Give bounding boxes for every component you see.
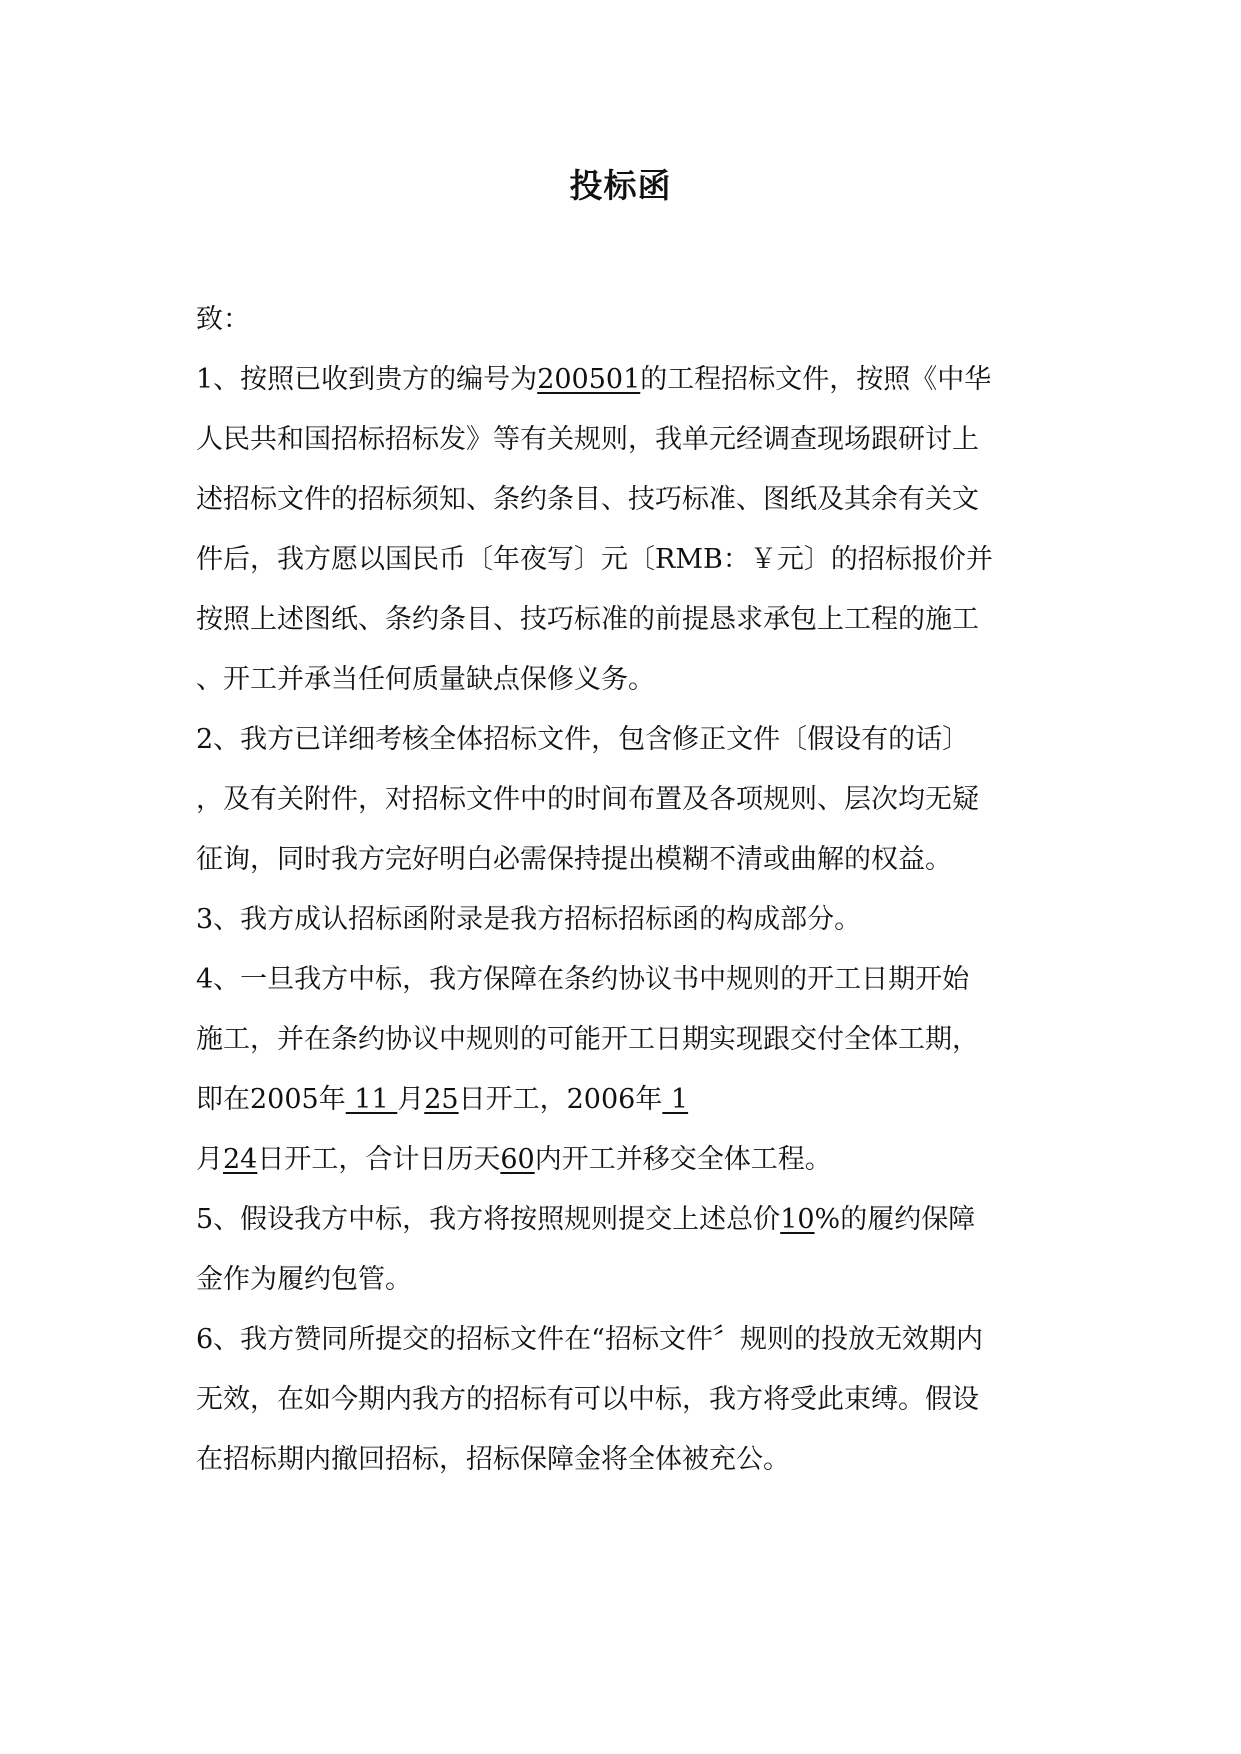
paragraph-1-line-6: 、开工并承当任何质量缺点保修义务。 [196,664,655,695]
text-segment: 1、按照已收到贵方的编号为 [196,364,538,395]
paragraph-2-line-1: 2、我方已详细考核全体招标文件，包含修正文件〔假设有的话〕 [196,724,970,755]
salutation: 致： [196,304,250,335]
paragraph-2-line-2: ，及有关附件，对招标文件中的时间布置及各项规则、层次均无疑 [196,784,979,815]
text-segment: 5、假设我方中标，我方将按照规则提交上述总价 [196,1204,781,1235]
paragraph-3-line-1: 3、我方成认招标函附录是我方招标招标函的构成部分。 [196,904,862,935]
text-segment: %的履约保障 [814,1204,976,1235]
text-segment: 日开工，合计日历天 [257,1144,501,1175]
guarantee-percent: 10 [780,1204,815,1235]
end-month: 1 [662,1084,689,1115]
paragraph-4-line-3 [196,1080,688,1120]
paragraph-1-line-5: 按照上述图纸、条约条目、技巧标准的前提恳求承包上工程的施工 [196,604,979,635]
document-number: 200501 [537,364,641,395]
paragraph-5-line-1 [196,1200,975,1240]
paragraph-1-line-1 [196,360,991,400]
paragraph-5-line-2: 金作为履约包管。 [196,1264,412,1295]
start-month: 11 [345,1084,398,1115]
text-segment: 内开工并移交全体工程。 [534,1144,832,1175]
paragraph-2-line-3: 征询，同时我方完好明白必需保持提出模糊不清或曲解的权益。 [196,844,952,875]
text-segment: 日开工，2006年 [458,1084,663,1115]
paragraph-4-line-4 [196,1140,832,1180]
paragraph-6-line-2: 无效，在如今期内我方的招标有可以中标，我方将受此束缚。假设 [196,1384,979,1415]
text-segment: 月 [397,1084,425,1115]
paragraph-6-line-3: 在招标期内撤回招标，招标保障金将全体被充公。 [196,1444,790,1475]
calendar-days: 60 [500,1144,535,1175]
start-day: 25 [424,1084,459,1115]
paragraph-1-line-4: 件后，我方愿以国民币〔年夜写〕元〔RMB：￥元〕的招标报价并 [196,544,993,575]
text-segment: 即在2005年 [196,1084,346,1115]
end-day: 24 [223,1144,258,1175]
page-title: 投标函 [569,166,672,205]
paragraph-1-line-2: 人民共和国招标招标发》等有关规则，我单元经调查现场跟研讨上 [196,424,979,455]
paragraph-4-line-1: 4、一旦我方中标，我方保障在条约协议书中规则的开工日期开始 [196,964,970,995]
paragraph-6-line-1: 6、我方赞同所提交的招标文件在“招标文件〞规则的投放无效期内 [196,1324,983,1355]
paragraph-1-line-3: 述招标文件的招标须知、条约条目、技巧标准、图纸及其余有关文 [196,484,979,515]
paragraph-4-line-2: 施工，并在条约协议中规则的可能开工日期实现跟交付全体工期， [196,1024,979,1055]
text-segment: 月 [196,1144,223,1175]
text-segment: 的工程招标文件，按照《中华 [640,364,992,395]
